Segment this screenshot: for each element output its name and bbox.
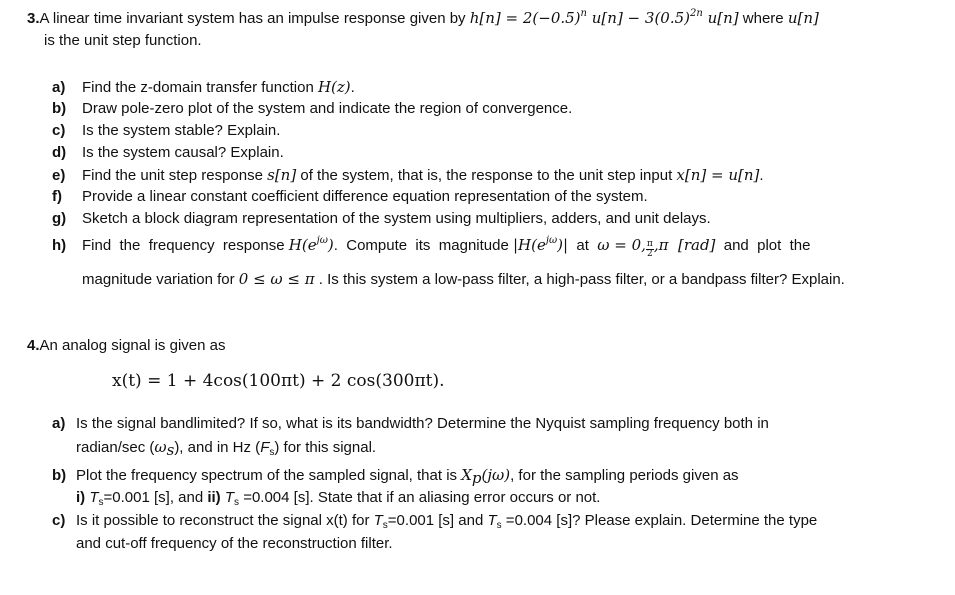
q4-equation: x(t) = 1 + 4cos(100πt) + 2 cos(300πt). (112, 371, 445, 391)
q4-item-c-line2: and cut-off frequency of the reconstruction filter. (76, 535, 393, 552)
q3-item-h: h) Find the frequency response $H(e^{j\omega})$. Compute its magnitude $|H(e^{j\omega})|$ at ω = 0, $\frac{\pi}{2}$ ,π [rad] and plot the (52, 235, 811, 259)
q3-item-d: d) Is the system causal? Explain. (52, 144, 284, 161)
q3-item-h-line2: magnitude variation for 0 ≤ ω ≤ π . Is this system a low-pass filter, a high-pass filter, or a bandpass filter? Explain. (82, 270, 845, 288)
q4-item-c-line1: c) Is it possible to reconstruct the signal x(t) for $T_s=0.001$ [s] and $T_s =0.004$ [s]? Please explain. Determine the type (52, 512, 818, 531)
q4-item-b-line2: i) $T_s=0.001$ [s], and ii) $T_s =0.004$ [s]. State that if an aliasing error occurs or not. (76, 489, 601, 508)
q4-number: 4. (27, 337, 40, 354)
q4-intro: 4.An analog signal is given as (27, 337, 226, 354)
q3-number: 3. (27, 10, 40, 27)
q3-item-b: b) Draw pole-zero plot of the system and indicate the region of convergence. (52, 100, 573, 117)
q3-intro-line2: is the unit step function. (44, 32, 202, 49)
pi-over-2-fraction: $\frac{\pi}{2}$ (646, 239, 653, 259)
q3-intro-text: A linear time invariant system has an impulse response given by (39, 10, 470, 27)
q4-item-b-line1: b) Plot the frequency spectrum of the sampled signal, that is $X_p(j\omega)$, for the sampling periods given as (52, 466, 739, 487)
q3-item-f: f) Provide a linear constant coefficient difference equation representation of the system. (52, 188, 648, 205)
q3-impulse-response: $h[n] = 2(-0.5)^n$ $u[n] - 3(0.5)^{2n}$ u[n] (469, 8, 739, 27)
q3-item-c: c) Is the system stable? Explain. (52, 122, 281, 139)
q3-item-g: g) Sketch a block diagram representation of the system using multipliers, adders, and unit delays. (52, 210, 711, 227)
q3-item-a: a) Find the z-domain transfer function H(z). (52, 78, 355, 96)
q4-item-a-line2: radian/sec $(\omega_s)$, and in Hz $(F_s)$ for this signal. (76, 438, 377, 459)
q3-intro-line1: 3.A linear time invariant system has an impulse response given by $h[n] = 2(-0.5)^n$ $u[n] - 3(0.5)^{2n}$ u[n] where u[n] (27, 8, 819, 27)
q4-item-a-line1: a) Is the signal bandlimited? If so, what is its bandwidth? Determine the Nyquist sampling frequency both in (52, 415, 769, 432)
q3-item-e: e) Find the unit step response s[n] of the system, that is, the response to the unit step input x[n] = u[n]. (52, 166, 764, 184)
